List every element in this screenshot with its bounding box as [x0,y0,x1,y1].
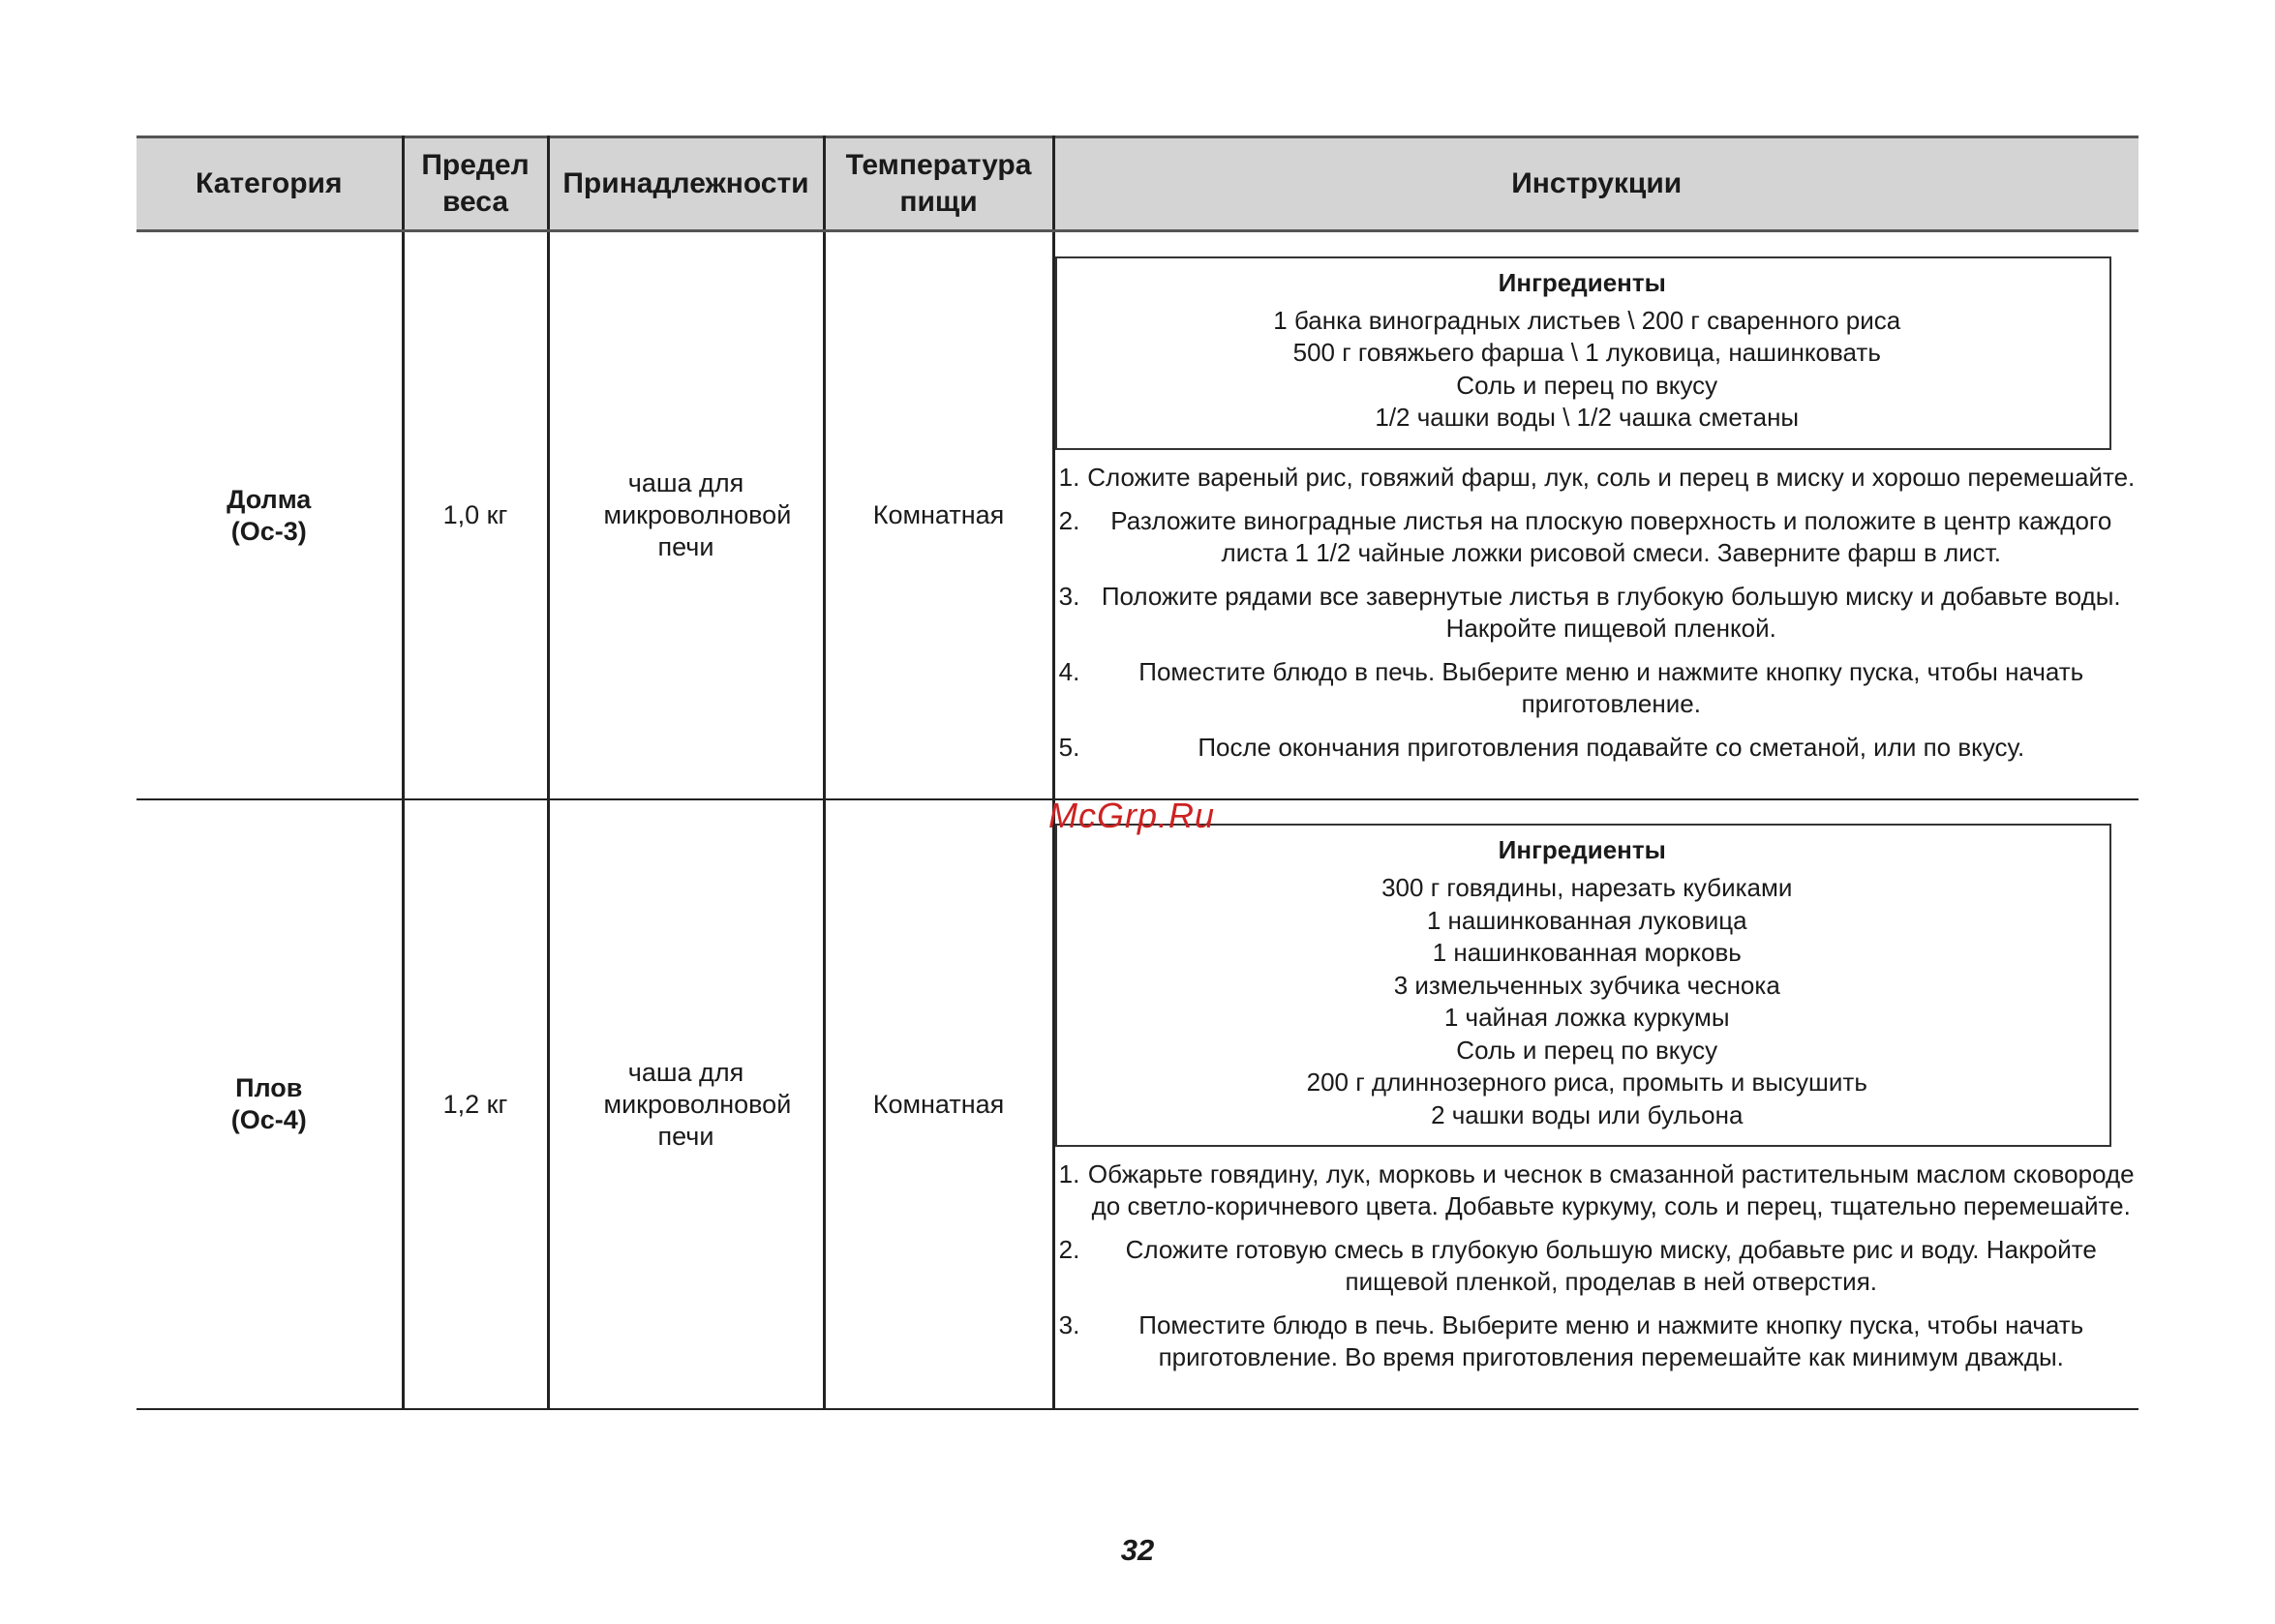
ingredients-box [1055,256,2112,450]
accessories-cell [548,799,824,1409]
step-item [1055,581,2139,645]
header-food-temperature: Температура пищи [824,137,1053,231]
step-number: 1. [1058,1159,1080,1188]
category-name: Плов [235,1073,303,1102]
accessories-text: чаша для микроволновой печи [603,468,792,561]
step-text: Сложите вареный рис, говяжий фарш, лук, соль и перец в миску и хорошо перемешайте. [1087,462,2136,492]
header-weight-limit: Предел веса [403,137,548,231]
step-item [1055,1309,2139,1373]
ingredient-line: 1 банка виноградных листьев \ 200 г сваренного риса [1273,305,1901,335]
ingredient-line: 1 нашинкованная морковь [1432,938,1742,967]
step-item [1055,732,2139,764]
ingredient-line: 2 чашки воды или бульона [1431,1099,1744,1129]
temperature-cell: Комнатная [824,799,1053,1409]
header-instructions: Инструкции [1053,137,2138,231]
instructions-cell [1053,231,2138,800]
ingredient-line: 300 г говядины, нарезать кубиками [1381,873,1793,902]
cooking-table [136,135,2138,1410]
step-text: После окончания приготовления подавайте со сметаной, или по вкусу. [1198,732,2025,762]
step-number: 1. [1058,462,1080,492]
step-text: Положите рядами все завернутые листья в глубокую большую миску и добавьте воды. Накройте пищевой пленкой. [1101,581,2121,643]
category-cell [136,799,403,1409]
instructions-cell [1053,799,2138,1409]
step-item [1055,656,2139,720]
step-item [1055,505,2139,569]
step-number: 2. [1058,505,1080,535]
accessories-cell [548,231,824,800]
table-row [136,799,2138,1409]
steps-list [1055,462,2139,764]
ingredient-line: Соль и перец по вкусу [1456,370,1718,400]
ingredients-title: Ингредиенты [1498,267,1666,297]
step-item [1055,462,2139,494]
ingredient-line: 3 измельченных зубчика чеснока [1393,970,1780,1000]
ingredient-line: 1/2 чашки воды \ 1/2 чашка сметаны [1375,403,1800,432]
ingredient-line: 1 чайная ложка куркумы [1443,1003,1730,1032]
weight-cell: 1,0 кг [403,231,548,800]
step-text: Поместите блюдо в печь. Выберите меню и нажмите кнопку пуска, чтобы начать приготовление. Во время приготовления перемешайте как минимум дважды. [1138,1310,2084,1371]
accessories-text: чаша для микроволновой печи [603,1057,792,1151]
step-text: Разложите виноградные листья на плоскую поверхность и положите в центр каждого листа 1 1/2 чайные ложки рисовой смеси. Заверните фарш в лист. [1110,505,2112,567]
weight-cell: 1,2 кг [403,799,548,1409]
header-category: Категория [136,137,403,231]
ingredient-line: Соль и перец по вкусу [1456,1035,1718,1065]
step-text: Сложите готовую смесь в глубокую большую миску, добавьте рис и воду. Накройте пищевой пленкой, проделав в ней отверстия. [1125,1235,2097,1296]
steps-list [1055,1158,2139,1373]
step-number: 4. [1058,656,1080,686]
ingredient-line: 1 нашинкованная луковица [1426,905,1747,935]
watermark: McGrp.Ru [1048,796,1216,835]
ingredient-line: 500 г говяжьего фарша \ 1 луковица, нашинковать [1292,338,1881,367]
header-accessories: Принадлежности [548,137,824,231]
page-number: 32 [1120,1533,1155,1567]
category-code: (Oc-4) [230,1105,307,1134]
step-item [1055,1158,2139,1222]
step-text: Обжарьте говядину, лук, морковь и чеснок в смазанной растительным маслом сковороде до светло-коричневого цвета. Добавьте куркуму, соль и перец, тщательно перемешайте. [1087,1159,2135,1220]
step-number: 3. [1058,581,1080,611]
table-header-row [136,137,2138,231]
table-row [136,231,2138,800]
category-code: (Oc-3) [230,516,307,546]
step-number: 2. [1058,1235,1080,1264]
category-cell [136,231,403,800]
ingredients-title: Ингредиенты [1498,835,1666,864]
step-number: 3. [1058,1310,1080,1339]
ingredient-line: 200 г длиннозерного риса, промыть и высушить [1306,1068,1867,1097]
temperature-cell: Комнатная [824,231,1053,800]
step-text: Поместите блюдо в печь. Выберите меню и нажмите кнопку пуска, чтобы начать приготовление. [1138,656,2084,718]
step-item [1055,1234,2139,1298]
category-name: Долма [227,484,312,514]
step-number: 5. [1058,732,1080,762]
ingredients-box [1055,824,2112,1147]
